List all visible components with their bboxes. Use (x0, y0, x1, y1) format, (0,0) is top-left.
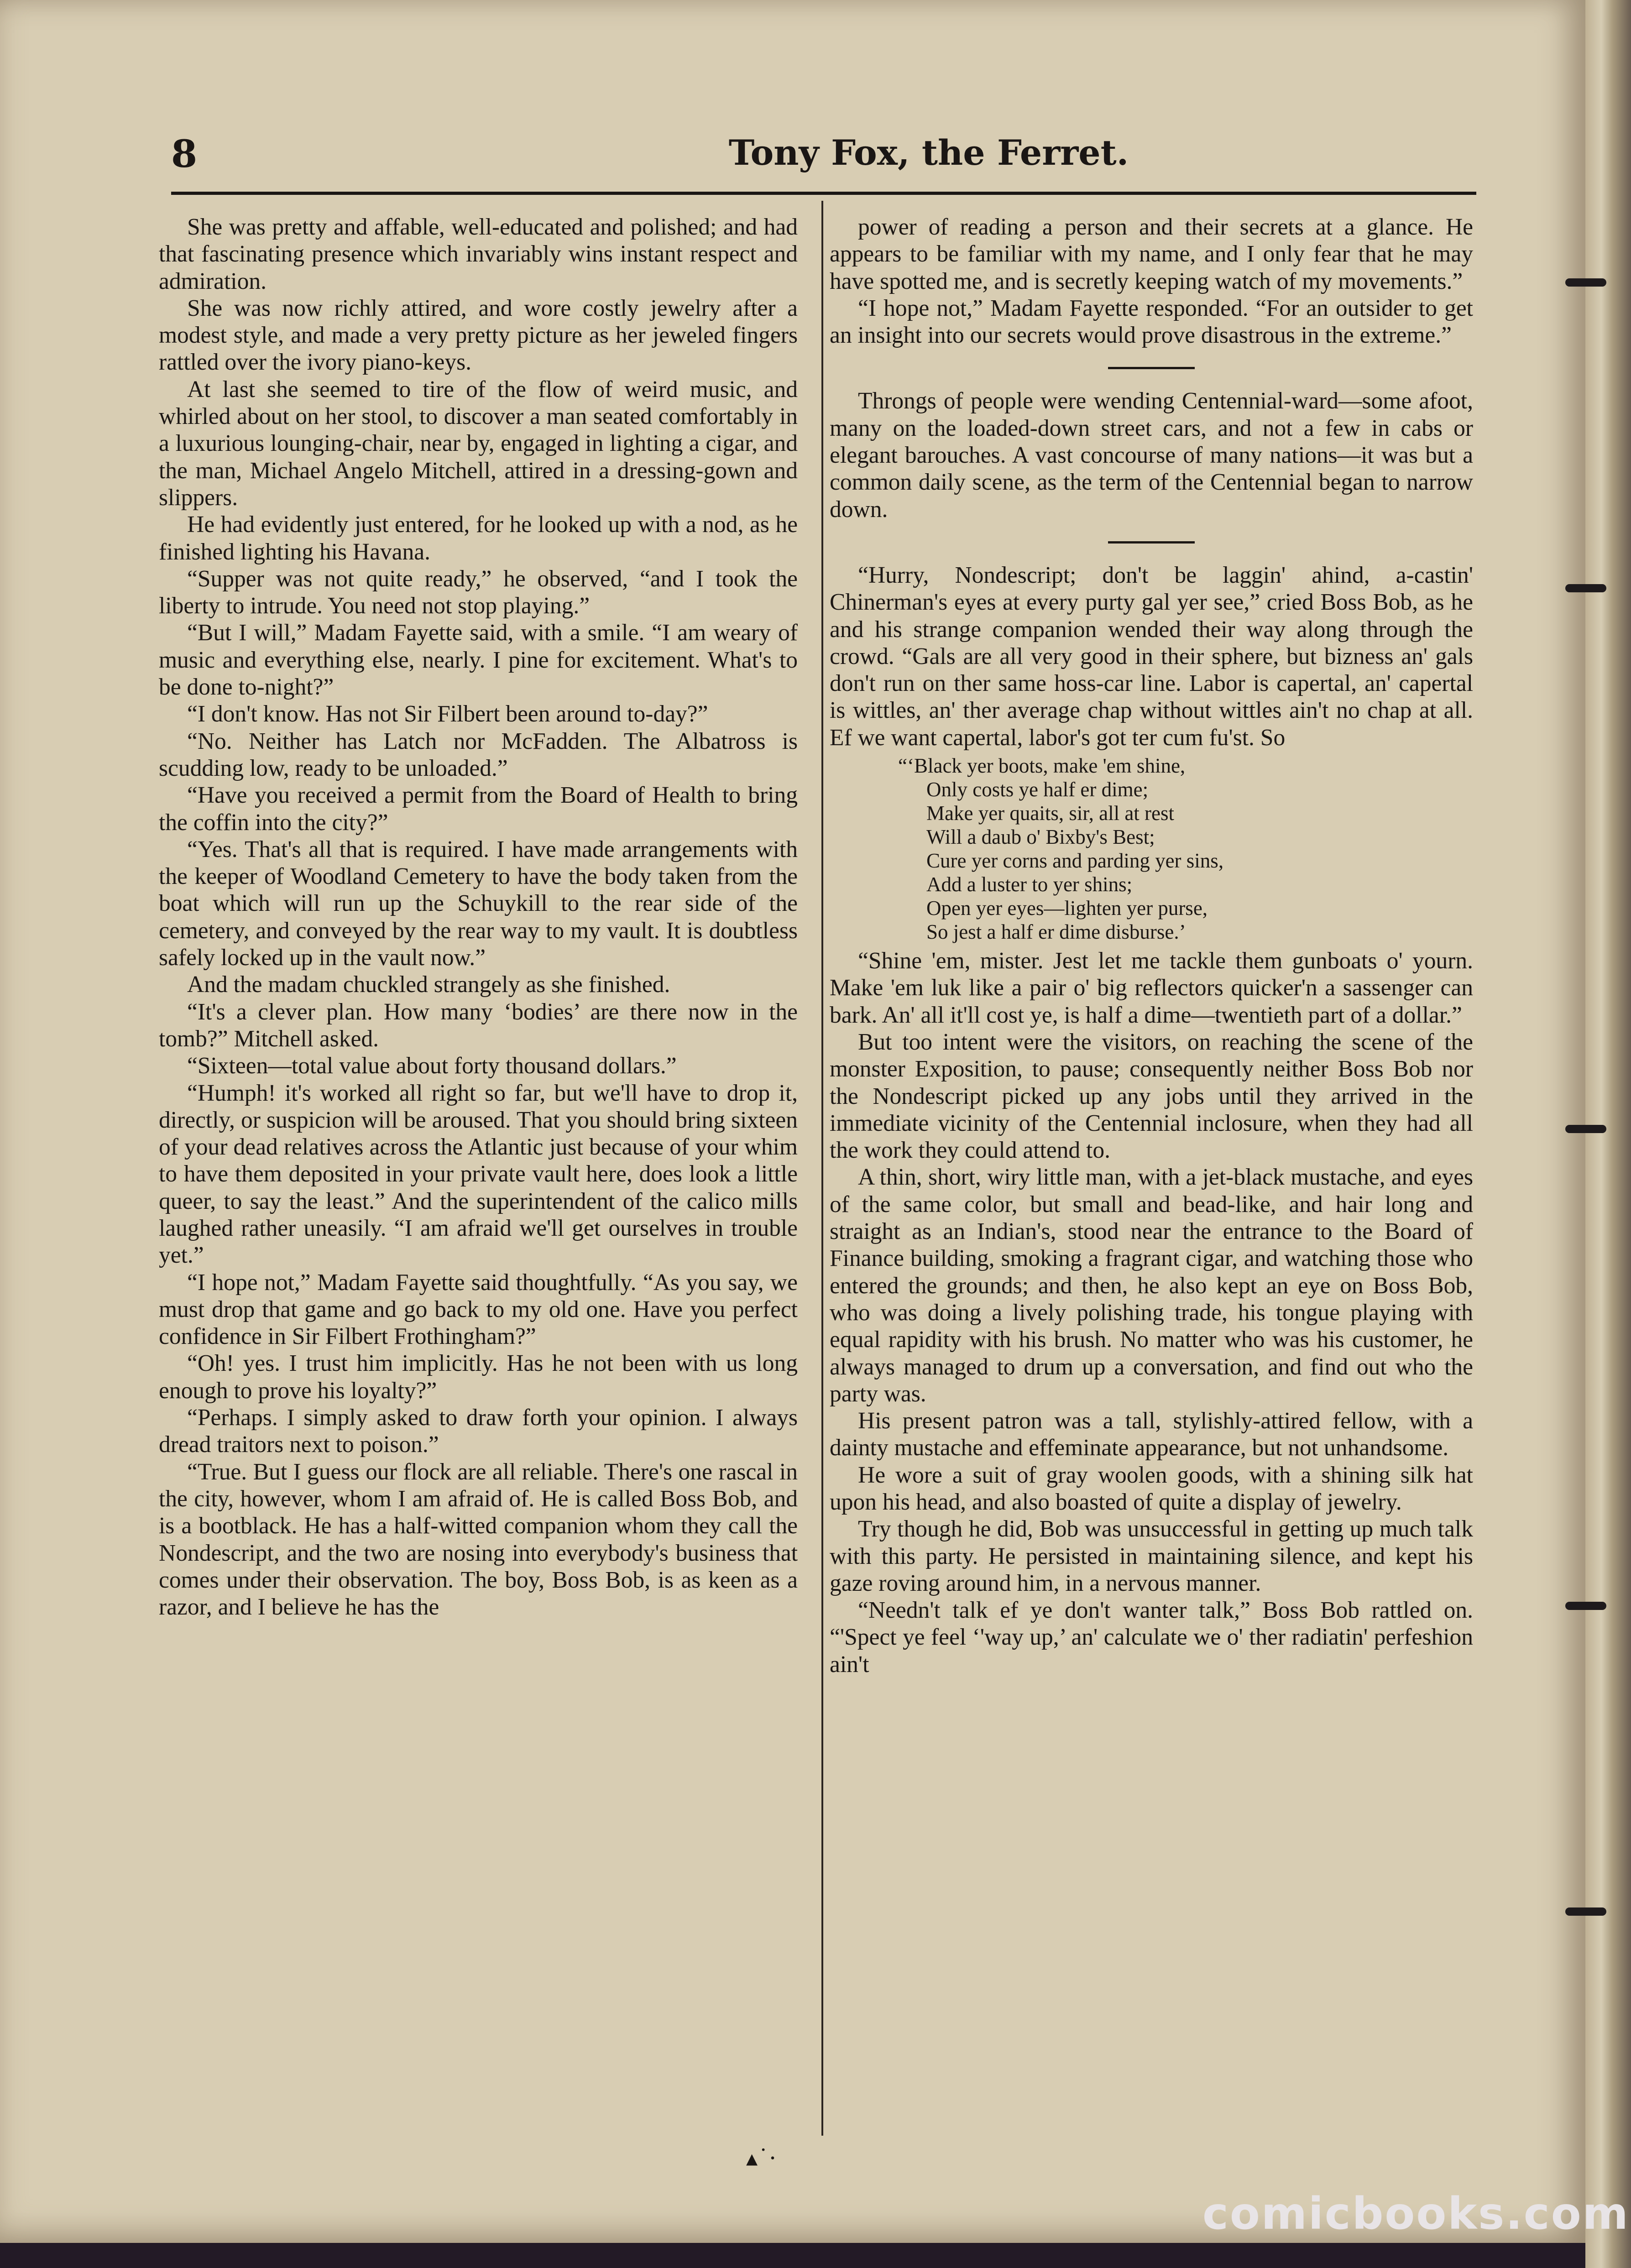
paragraph: He wore a suit of gray woolen goods, with a shining silk hat upon his head, and also boasted of quite a display of jewelry. (830, 1462, 1473, 1515)
ink-specks: ▴˙· (746, 2145, 776, 2171)
paragraph: “Needn't talk ef ye don't wanter talk,” Boss Bob rattled on. “'Spect ye feel ‘'way up,’ an' calculate we o' ther radiatin' perfeshion ain't (830, 1597, 1473, 1677)
right-column (830, 214, 1473, 2144)
left-column (159, 214, 798, 2144)
column-rule (821, 201, 823, 2136)
verse-line: “‘Black yer boots, make 'em shine, (898, 754, 1186, 778)
paragraph: “It's a clever plan. How many ‘bodies’ are there now in the tomb?” Mitchell asked. (159, 998, 798, 1052)
section-divider (1108, 541, 1195, 543)
binding-stitch (1565, 1602, 1606, 1610)
paragraph: “True. But I guess our flock are all reliable. There's one rascal in the city, however, whom I am afraid of. He is called Boss Bob, and is a bootblack. He has a half-witted companion whom they call the Nondescript, and the two are nosing into everybody's business that comes under their observation. The boy, Boss Bob, is as keen as a razor, and I believe he has the (159, 1458, 798, 1620)
page-header (171, 132, 1476, 195)
binding-stitch (1565, 584, 1606, 592)
binding-stitch (1565, 278, 1606, 287)
paragraph: “No. Neither has Latch nor McFadden. The Albatross is scudding low, ready to be unloaded.” (159, 728, 798, 781)
section-divider (1108, 367, 1195, 369)
paragraph: Throngs of people were wending Centennial-ward—some afoot, many on the loaded-down street cars, and not a few in cabs or elegant barouches. A vast concourse of many nations—it was but a common daily scene, as the term of the Centennial began to narrow down. (830, 388, 1473, 523)
binding-stitch (1565, 1125, 1606, 1133)
book-spine (1585, 0, 1631, 2268)
paragraph: “Perhaps. I simply asked to draw forth your opinion. I always dread traitors next to poison.” (159, 1405, 798, 1458)
paragraph: A thin, short, wiry little man, with a jet-black mustache, and eyes of the same color, but small and bead-like, and hair long and straight as an Indian's, stood near the entrance to the Board of Finance building, smoking a fragrant cigar, and watching those who entered the grounds; and then, he also kept an eye on Boss Bob, who was doing a lively polishing trade, his tongue playing with equal rapidity with his brush. No matter who was his customer, he always managed to drum up a conversation, and find out who the party was. (830, 1164, 1473, 1407)
verse-block (898, 754, 1473, 944)
paragraph: “I don't know. Has not Sir Filbert been around to-day?” (187, 701, 708, 727)
paragraph: “Oh! yes. I trust him implicitly. Has he not been with us long enough to prove his loyalty?” (159, 1350, 798, 1404)
binding-stitch (1565, 1907, 1606, 1916)
verse-line: Add a luster to yer shins; (926, 873, 1133, 896)
paragraph: He had evidently just entered, for he looked up with a nod, as he finished lighting his Havana. (159, 512, 798, 565)
paragraph: Try though he did, Bob was unsuccessful in getting up much talk with this party. He persisted in maintaining silence, and kept his gaze roving around him, in a nervous manner. (830, 1516, 1473, 1596)
paragraph: “I hope not,” Madam Fayette responded. “For an outsider to get an insight into our secrets would prove disastrous in the extreme.” (830, 295, 1473, 349)
paragraph: “Yes. That's all that is required. I have made arrangements with the keeper of Woodland Cemetery to have the body taken from the boat which will run up the Schuykill to the rear side of the cemetery, and conveyed by the rear way to my vault. It is doubtless safely locked up in the vault now.” (159, 836, 798, 971)
paragraph: And the madam chuckled strangely as she finished. (187, 972, 670, 998)
page-number: 8 (171, 132, 198, 176)
paragraph: She was pretty and affable, well-educated and polished; and had that fascinating presence which invariably wins instant respect and admiration. (159, 214, 798, 294)
verse-line: Open yer eyes—lighten yer purse, (926, 897, 1208, 920)
paragraph: “Hurry, Nondescript; don't be laggin' ahind, a-castin' Chinerman's eyes at every purty gal yer see,” cried Boss Bob, as he and his strange companion wended their way along through the crowd. “Gals are all very good in their sphere, but bizness an' gals don't run on ther same hoss-car line. Labor is capertal, an' capertal is wittles, an' ther average chap without wittles ain't no chap at all. Ef we want capertal, labor's got ter cum fu'st. So (830, 562, 1473, 751)
verse-line: Cure yer corns and parding yer sins, (926, 849, 1224, 873)
paragraph: She was now richly attired, and wore costly jewelry after a modest style, and made a very pretty picture as her jeweled fingers rattled over the ivory piano-keys. (159, 295, 798, 376)
paragraph: “Shine 'em, mister. Jest let me tackle them gunboats o' yourn. Make 'em luk like a pair o' big reflectors quicker'n a sassenger can bark. An' all it'll cost ye, is half a dime—twentieth part of a dollar.” (830, 948, 1473, 1028)
paragraph: “Have you received a permit from the Board of Health to bring the coffin into the city?” (159, 782, 798, 836)
running-title: Tony Fox, the Ferret. (728, 132, 1129, 173)
paragraph: “I hope not,” Madam Fayette said thoughtfully. “As you say, we must drop that game and go back to my old one. Have you perfect confidence in Sir Filbert Frothingham?” (159, 1269, 798, 1350)
paragraph: But too intent were the visitors, on reaching the scene of the monster Exposition, to pause; consequently neither Boss Bob nor the Nondescript picked up any jobs until they arrived in the immediate vicinity of the Centennial inclosure, when they had all the work they could attend to. (830, 1029, 1473, 1164)
verse-line: So jest a half er dime disburse.’ (926, 920, 1186, 944)
paragraph: “Sixteen—total value about forty thousand dollars.” (187, 1053, 677, 1079)
paragraph: His present patron was a tall, stylishly-attired fellow, with a dainty mustache and effeminate appearance, but not unhandsome. (830, 1408, 1473, 1461)
verse-line: Will a daub o' Bixby's Best; (926, 826, 1155, 849)
paragraph: “Supper was not quite ready,” he observed, “and I took the liberty to intrude. You need not stop playing.” (159, 565, 798, 619)
paragraph: “But I will,” Madam Fayette said, with a smile. “I am weary of music and everything else, nearly. I pine for excitement. What's to be done to-night?” (159, 620, 798, 700)
paragraph: “Humph! it's worked all right so far, but we'll have to drop it, directly, or suspicion will be aroused. That you should bring sixteen of your dead relatives across the Atlantic just because of your whim to have them deposited in your private vault here, does look a little queer, to say the least.” And the superintendent of the calico mills laughed rather uneasily. “I am afraid we'll get ourselves in trouble yet.” (159, 1080, 798, 1269)
verse-line: Make yer quaits, sir, all at rest (926, 802, 1175, 825)
verse-line: Only costs ye half er dime; (926, 778, 1149, 801)
paragraph: power of reading a person and their secrets at a glance. He appears to be familiar with my name, and I only fear that he may have spotted me, and is secretly keeping watch of my movements.” (830, 214, 1473, 294)
paragraph: At last she seemed to tire of the flow of weird music, and whirled about on her stool, to discover a man seated comfortably in a luxurious lounging-chair, near by, engaged in lighting a cigar, and the man, Michael Angelo Mitchell, attired in a dressing-gown and slippers. (159, 376, 798, 511)
watermark: comicbooks.com (1202, 2188, 1630, 2239)
